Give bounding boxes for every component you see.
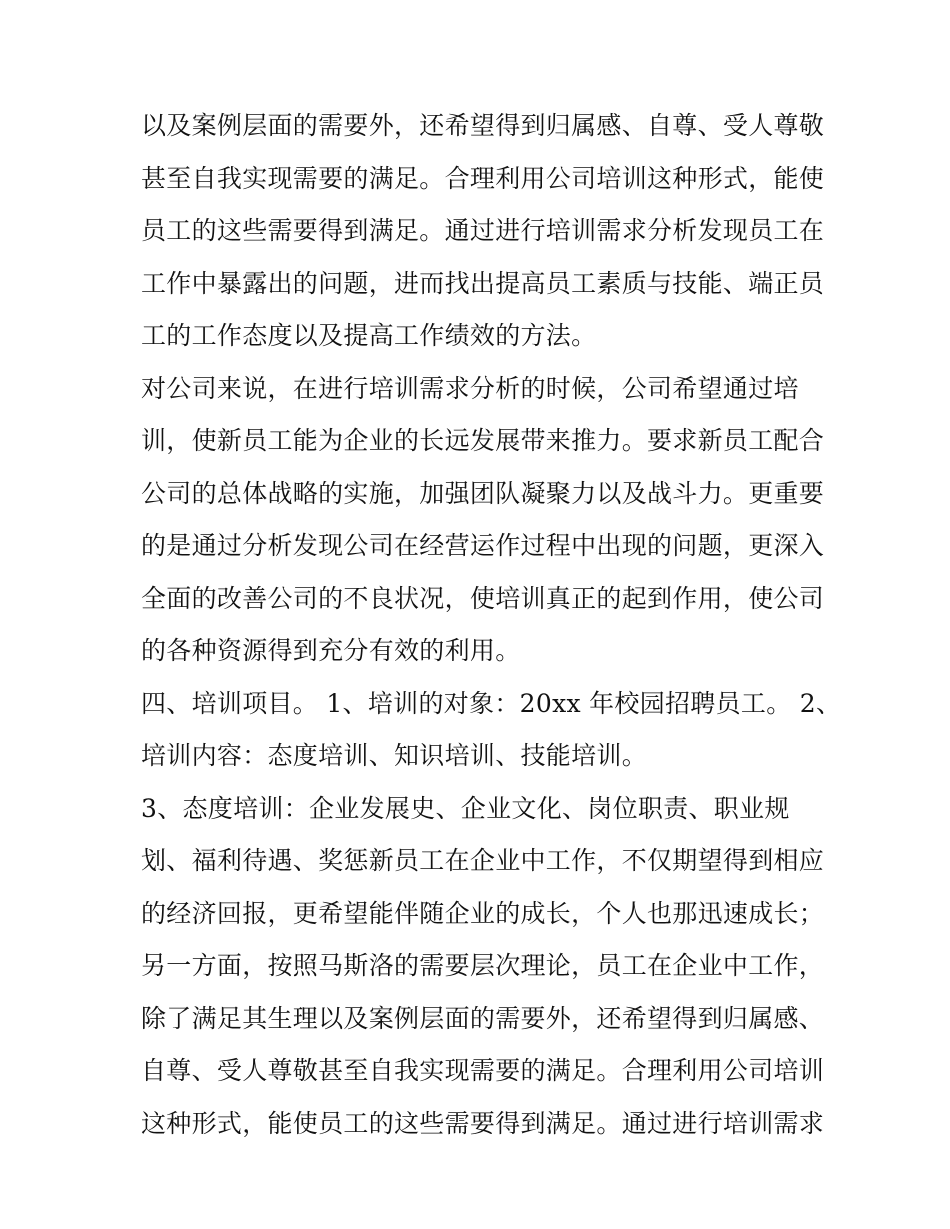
text-line: 除了满足其生理以及案例层面的需要外，还希望得到归属感、 xyxy=(141,1003,825,1033)
text-line: 3、态度培训：企业发展史、企业文化、岗位职责、职业规 xyxy=(141,793,790,823)
text-line: 的经济回报，更希望能伴随企业的成长，个人也那迅速成长； xyxy=(141,898,825,928)
text-line: 另一方面，按照马斯洛的需要层次理论，员工在企业中工作， xyxy=(141,951,825,980)
text-line: 工作中暴露出的问题，进而找出提高员工素质与技能、端正员 xyxy=(141,268,825,298)
text-line: 甚至自我实现需要的满足。合理利用公司培训这种形式，能使 xyxy=(141,163,825,193)
text-line: 以及案例层面的需要外，还希望得到归属感、自尊、受人尊敬 xyxy=(141,111,825,140)
text-line: 四、培训项目。 1、培训的对象：20xx 年校园招聘员工。 2、 xyxy=(141,688,842,718)
text-line: 对公司来说，在进行培训需求分析的时候，公司希望通过培 xyxy=(141,373,799,403)
text-line: 工的工作态度以及提高工作绩效的方法。 xyxy=(141,321,597,350)
text-line: 训，使新员工能为企业的长远发展带来推力。要求新员工配合 xyxy=(141,426,825,455)
text-line: 这种形式，能使员工的这些需要得到满足。通过进行培训需求 xyxy=(141,1108,825,1138)
text-line: 公司的总体战略的实施，加强团队凝聚力以及战斗力。更重要 xyxy=(141,478,825,508)
text-line: 划、福利待遇、奖惩新员工在企业中工作，不仅期望得到相应 xyxy=(141,846,825,875)
text-line: 员工的这些需要得到满足。通过进行培训需求分析发现员工在 xyxy=(141,216,825,245)
text-line: 全面的改善公司的不良状况，使培训真正的起到作用，使公司 xyxy=(141,583,825,613)
text-line: 自尊、受人尊敬甚至自我实现需要的满足。合理利用公司培训 xyxy=(141,1056,825,1085)
document-body xyxy=(141,100,842,1150)
text-line: 的是通过分析发现公司在经营运作过程中出现的问题，更深入 xyxy=(141,531,825,560)
text-line: 培训内容：态度培训、知识培训、技能培训。 xyxy=(141,741,648,770)
text-line: 的各种资源得到充分有效的利用。 xyxy=(141,636,521,665)
